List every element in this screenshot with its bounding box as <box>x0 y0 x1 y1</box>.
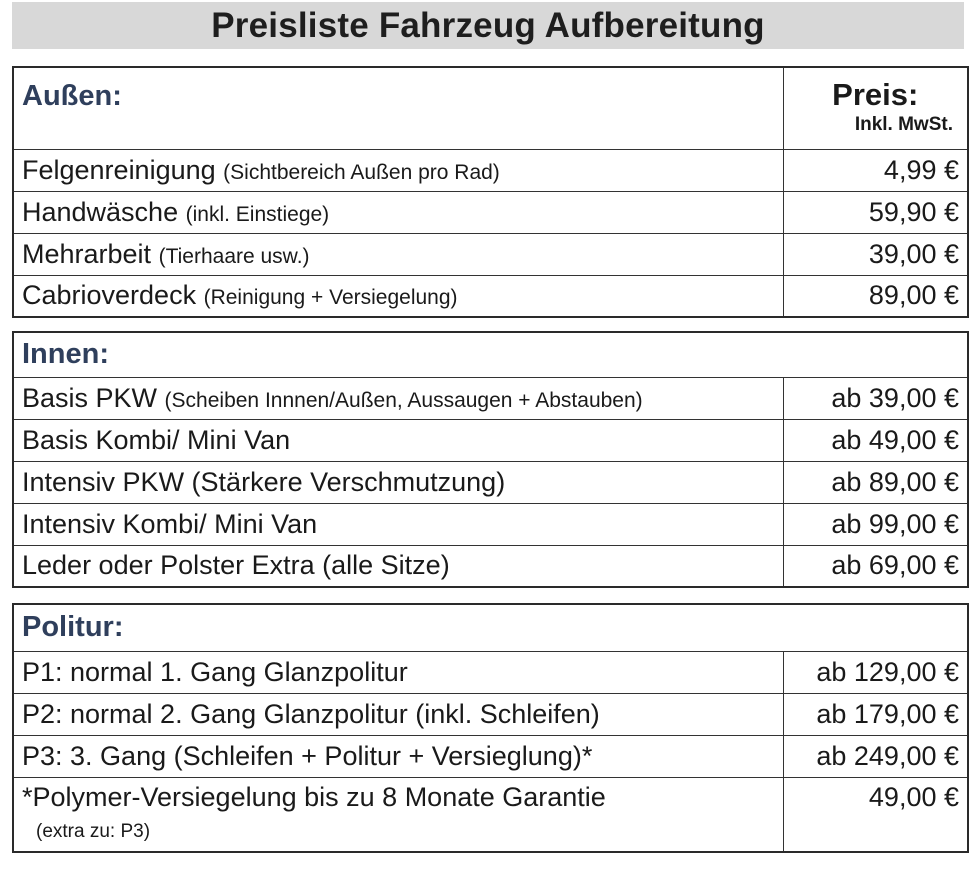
item-price: 89,00 € <box>783 275 968 317</box>
item-price: ab 249,00 € <box>783 735 968 777</box>
item-note: (Tierhaare usw.) <box>158 244 310 268</box>
item-note: (extra zu: P3) <box>36 820 151 842</box>
price-row <box>13 233 968 275</box>
item-price: 4,99 € <box>783 149 968 191</box>
item-name: P3: 3. Gang (Schleifen + Politur + Versieglung)* <box>22 740 593 771</box>
item-name: Basis PKW <box>22 382 158 413</box>
item-price: ab 69,00 € <box>783 545 968 587</box>
price-row <box>13 275 968 317</box>
section-header-row <box>13 604 968 651</box>
item-name: Mehrarbeit <box>22 238 152 269</box>
price-row <box>13 693 968 735</box>
price-row <box>13 377 968 419</box>
section-politur <box>12 603 969 853</box>
section-label-innen: Innen: <box>22 338 109 371</box>
page-title: Preisliste Fahrzeug Aufbereitung <box>12 2 964 49</box>
section-label-aussen: Außen: <box>22 80 122 112</box>
item-name: P2: normal 2. Gang Glanzpolitur (inkl. Schleifen) <box>22 698 600 729</box>
item-price: 39,00 € <box>783 233 968 275</box>
section-header-row <box>13 332 968 377</box>
price-row <box>13 735 968 777</box>
price-row <box>13 461 968 503</box>
item-price: 49,00 € <box>783 777 968 852</box>
section-aussen <box>12 66 969 318</box>
item-note: (inkl. Einstiege) <box>185 202 330 226</box>
item-note: (Sichtbereich Außen pro Rad) <box>223 160 500 184</box>
item-name: Leder oder Polster Extra (alle Sitze) <box>22 550 450 581</box>
item-price: 59,90 € <box>783 191 968 233</box>
item-name: Intensiv Kombi/ Mini Van <box>22 508 318 539</box>
item-price: ab 39,00 € <box>783 377 968 419</box>
item-name: Felgenreinigung <box>22 154 216 185</box>
price-row <box>13 777 968 852</box>
item-name: P1: normal 1. Gang Glanzpolitur <box>22 656 408 687</box>
price-column-header: Preis: <box>832 77 919 113</box>
item-name: Basis Kombi/ Mini Van <box>22 424 291 455</box>
price-row <box>13 651 968 693</box>
item-note: (Scheiben Innnen/Außen, Aussaugen + Abstauben) <box>164 388 643 412</box>
item-price: ab 179,00 € <box>783 693 968 735</box>
price-row <box>13 419 968 461</box>
vat-note: Inkl. MwSt. <box>854 114 953 136</box>
price-row <box>13 149 968 191</box>
item-name: Cabrioverdeck <box>22 280 197 311</box>
item-note: (Reinigung + Versiegelung) <box>203 286 458 310</box>
price-row <box>13 191 968 233</box>
item-name: Intensiv PKW (Stärkere Verschmutzung) <box>22 466 506 497</box>
price-row <box>13 545 968 587</box>
item-name: *Polymer-Versiegelung bis zu 8 Monate Garantie <box>22 781 606 812</box>
price-row <box>13 503 968 545</box>
item-price: ab 99,00 € <box>783 503 968 545</box>
section-header-row <box>13 67 968 149</box>
item-price: ab 49,00 € <box>783 419 968 461</box>
item-price: ab 89,00 € <box>783 461 968 503</box>
item-name: Handwäsche <box>22 196 179 227</box>
section-label-politur: Politur: <box>22 611 124 644</box>
section-innen <box>12 331 969 588</box>
item-price: ab 129,00 € <box>783 651 968 693</box>
